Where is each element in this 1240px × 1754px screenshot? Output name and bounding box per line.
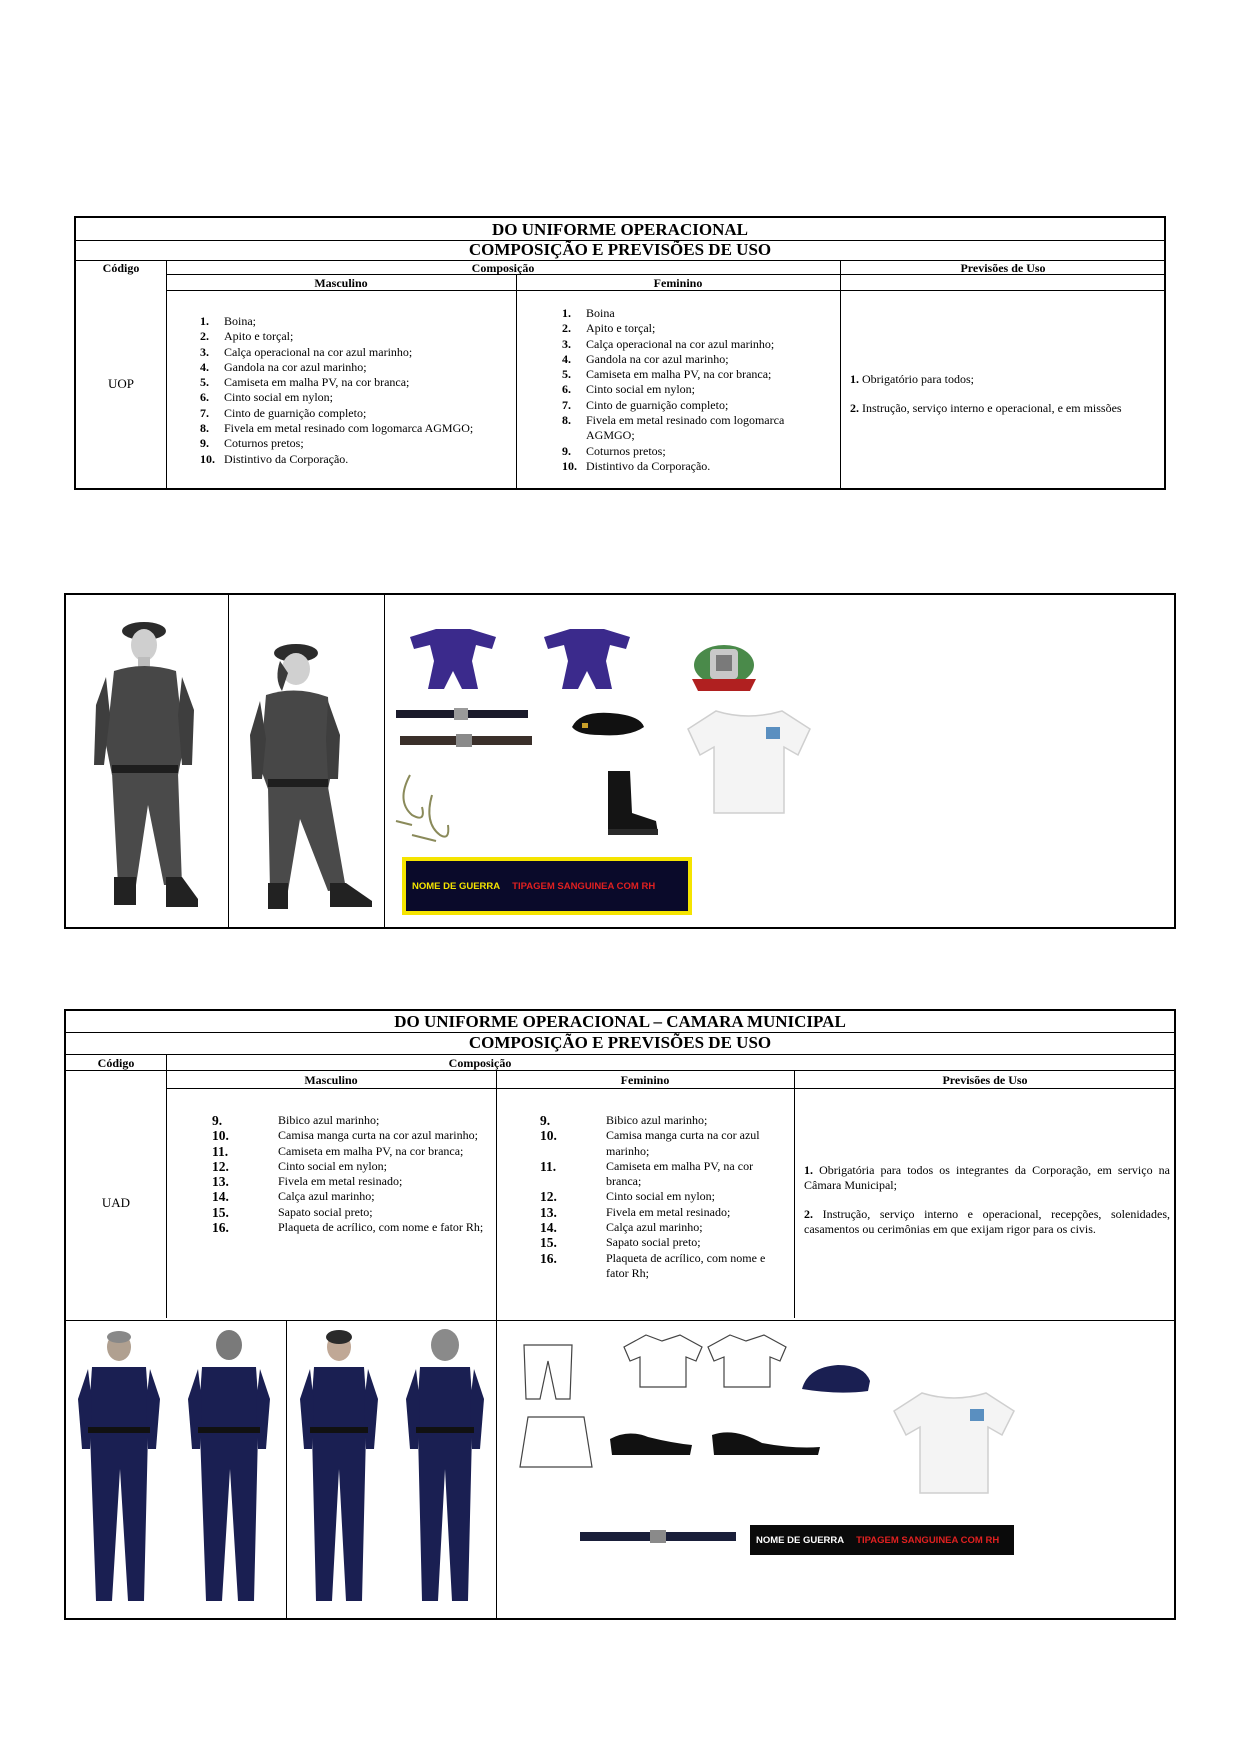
list-item: 16. Plaqueta de acrílico, com nome e fator Rh; xyxy=(540,1250,766,1280)
list-item: 7. Cinto de guarnição completo; xyxy=(562,397,729,412)
purple-uniform-1 xyxy=(406,627,500,691)
uniform-code: UOP xyxy=(107,376,134,391)
list-item: 11. Camiseta em malha PV, na cor branca; xyxy=(212,1143,464,1159)
pants-sketch-icon xyxy=(520,1343,576,1401)
list-feminino xyxy=(540,1113,786,1281)
list-item: 10. Camisa manga curta na cor azul marinho; xyxy=(212,1128,478,1144)
list-item: 1. Boina xyxy=(562,306,615,320)
belt-navy xyxy=(580,1529,736,1543)
header-previsoes: Previsões de Uso xyxy=(960,261,1046,275)
plate-name-text: NOME DE GUERRA xyxy=(412,880,501,892)
list-item: 4. Gandola na cor azul marinho; xyxy=(200,359,367,374)
list-item: 5. Camiseta em malha PV, na cor branca; xyxy=(562,367,772,382)
list-masculino xyxy=(212,1113,492,1235)
list-item: 2. Apito e torçal; xyxy=(562,321,656,336)
list-item: 7. Cinto de guarnição completo; xyxy=(200,405,367,420)
previsoes-text: 1. Obrigatório para todos; 2. Instrução, serviço interno e operacional, e em missões xyxy=(850,372,1122,415)
list-item: 4. Gandola na cor azul marinho; xyxy=(562,351,729,366)
tshirt-white xyxy=(686,705,812,817)
list-item: 15. Sapato social preto; xyxy=(540,1235,701,1251)
list-item: 6. Cinto social em nylon; xyxy=(562,382,695,397)
table-subtitle: COMPOSIÇÃO E PREVISÕES DE USO xyxy=(468,1033,772,1052)
female-uad-back-figure xyxy=(400,1329,490,1613)
emblem-icon xyxy=(686,639,762,697)
name-plate xyxy=(402,857,692,915)
list-item: 14. Calça azul marinho; xyxy=(540,1220,703,1236)
beret-icon xyxy=(570,709,646,739)
list-item: 5. Camiseta em malha PV, na cor branca; xyxy=(200,375,410,390)
list-item: 13. Fivela em metal resinado; xyxy=(212,1174,403,1190)
belt-black xyxy=(396,707,528,721)
header-masculino: Masculino xyxy=(314,276,368,290)
whistle-cord-icon xyxy=(392,771,456,847)
garrison-cap-icon xyxy=(798,1361,874,1397)
header-masculino: Masculino xyxy=(304,1073,358,1087)
table-uad xyxy=(64,1009,1176,1620)
name-plate xyxy=(750,1525,1014,1555)
list-item: 11. Camiseta em malha PV, na cor branca; xyxy=(540,1158,754,1189)
male-uop-figure xyxy=(86,615,206,915)
header-codigo: Código xyxy=(102,261,140,275)
list-item: 8. Fivela em metal resinado com logomarca AGMGO; xyxy=(562,413,785,443)
plate-blood-text: TIPAGEM SANGUINEA COM RH xyxy=(856,1534,1000,1546)
table-title: DO UNIFORME OPERACIONAL xyxy=(492,220,748,239)
list-item: 14. Calça azul marinho; xyxy=(212,1189,375,1205)
list-item: 3. Calça operacional na cor azul marinho; xyxy=(562,336,775,351)
belt-brown xyxy=(400,733,532,747)
uniform-code: UAD xyxy=(101,1195,131,1210)
shirt-sketch-2-icon xyxy=(706,1333,788,1389)
female-uop-figure xyxy=(242,639,382,915)
list-item: 8. Fivela em metal resinado com logomarca AGMGO; xyxy=(200,421,474,436)
previsoes-text: 1. Obrigatória para todos os integrantes da Corporação, em serviço na Câmara Municipal; 2. Instrução, serviço interno e operacional, recepções, solenidades, casamentos ou cerimônias em que exijam rigor para os civis. xyxy=(804,1163,1170,1236)
male-uad-back-figure xyxy=(184,1329,274,1613)
list-item: 10. Distintivo da Corporação. xyxy=(200,451,349,466)
shoe-1-icon xyxy=(608,1425,694,1459)
list-item: 10. Distintivo da Corporação. xyxy=(562,458,711,473)
list-item: 10. Camisa manga curta na cor azul marinho; xyxy=(540,1128,760,1158)
table-subtitle: COMPOSIÇÃO E PREVISÕES DE USO xyxy=(468,240,772,259)
list-item: 9. Bibico azul marinho; xyxy=(540,1113,708,1128)
list-item: 9. Coturnos pretos; xyxy=(200,436,304,451)
list-masculino xyxy=(200,314,510,467)
shoe-2-icon xyxy=(710,1425,822,1459)
header-composicao: Composição xyxy=(471,261,535,275)
list-item: 12. Cinto social em nylon; xyxy=(212,1158,387,1174)
list-item: 9. Coturnos pretos; xyxy=(562,443,666,458)
header-previsoes: Previsões de Uso xyxy=(942,1073,1028,1087)
header-composicao: Composição xyxy=(448,1056,512,1070)
combat-boot-icon xyxy=(602,769,662,839)
header-feminino: Feminino xyxy=(620,1073,670,1087)
table-title: DO UNIFORME OPERACIONAL – CAMARA MUNICIPAL xyxy=(394,1012,846,1031)
female-uad-front-figure xyxy=(294,1329,384,1613)
list-item: 16. Plaqueta de acrílico, com nome e fator Rh; xyxy=(212,1220,484,1236)
list-item: 3. Calça operacional na cor azul marinho; xyxy=(200,344,413,359)
list-item: 13. Fivela em metal resinado; xyxy=(540,1204,731,1220)
plate-blood-text: TIPAGEM SANGUINEA COM RH xyxy=(512,880,656,892)
list-feminino xyxy=(562,306,808,474)
uop-images-panel xyxy=(64,593,1176,929)
list-item: 12. Cinto social em nylon; xyxy=(540,1189,715,1205)
tshirt-white xyxy=(892,1387,1016,1497)
plate-name-text: NOME DE GUERRA xyxy=(756,1534,845,1546)
list-item: 2. Apito e torçal; xyxy=(200,329,294,344)
list-item: 9. Bibico azul marinho; xyxy=(212,1113,380,1128)
table-uop xyxy=(74,216,1166,490)
header-codigo: Código xyxy=(97,1056,135,1070)
list-item: 15. Sapato social preto; xyxy=(212,1204,373,1220)
header-feminino: Feminino xyxy=(653,276,703,290)
list-item: 6. Cinto social em nylon; xyxy=(200,390,333,405)
list-item: 1. Boina; xyxy=(200,314,256,328)
male-uad-front-figure xyxy=(74,1329,164,1613)
skirt-sketch-icon xyxy=(518,1415,594,1471)
shirt-sketch-1-icon xyxy=(622,1333,704,1389)
purple-uniform-2 xyxy=(540,627,634,691)
